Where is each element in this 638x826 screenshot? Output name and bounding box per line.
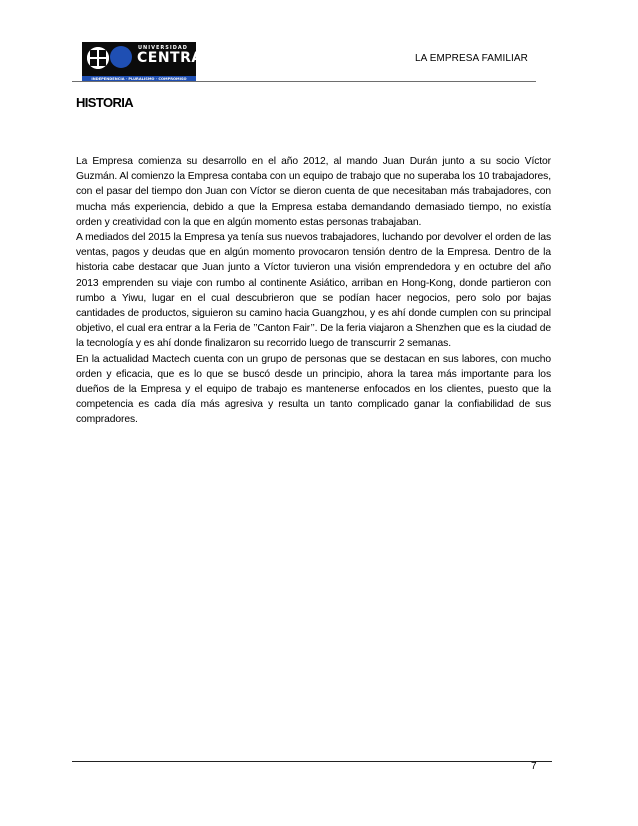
paragraph: A mediados del 2015 la Empresa ya tenía sus nuevos trabajadores, luchando por devolver el orden de las ventas, pagos y deudas que en algún momento provocaron tensión dentro de la Empresa. Dentro de la historia cabe destacar que Juan junto a Víctor tuvieron una visión emprendedora y en octubre del año 2013 emprenden su viaje con rumbo al continente Asiático, arriban en Hong-Kong, donde partieron con rumbo a Yiwu, lugar en el cual descubrieron que se podían hacer negocios, pero solo por bajas cantidades de productos, siguieron su camino hacia Guangzhou, y es ahí donde cumplen con su principal objetivo, el cual era entrar a la Feria de ’’Canton Fair’’. De la feria viajaron a Shenzhen que es la ciudad de la tecnología y es ahí donde finalizaron su recorrido luego de transcurrir 2 semanas. xyxy=(76,232,551,350)
section-title: HISTORIA xyxy=(76,95,134,110)
emblem-icon xyxy=(87,47,109,69)
page-header xyxy=(72,38,536,82)
page-number: 7 xyxy=(531,761,537,772)
paragraph: La Empresa comienza su desarrollo en el año 2012, al mando Juan Durán junto a su socio Víctor Guzmán. Al comienzo la Empresa contaba con un equipo de trabajo que no superaba los 10 trabajadores, con el pasar del tiempo don Juan con Víctor se dieron cuenta de que necesitaban más trabajadores, con mucha más experiencia, debido a que la Empresa estaba demandando demasiado tiempo, no existía orden y creatividad con la que en algún momento estas personas trabajaban. xyxy=(76,156,551,228)
university-logo xyxy=(82,42,213,76)
paragraph: En la actualidad Mactech cuenta con un grupo de personas que se destacan en sus labores, con mucho orden y eficacia, que es lo que se buscó desde un principio, ahora la tarea más importante para los dueños de la Empresa y el equipo de trabajo es mantenerse enfocados en los clientes, puesto que la competencia es cada día más agresiva y resulta un tanto complicado ganar la confiabilidad de sus compradores. xyxy=(76,353,551,426)
blue-circle-icon xyxy=(110,46,132,68)
footer-divider xyxy=(72,761,552,762)
logo-motto: INDEPENDENCIA · PLURALISMO · COMPROMISO xyxy=(82,76,196,82)
running-header-title: LA EMPRESA FAMILIAR xyxy=(414,53,528,64)
body-text xyxy=(76,154,551,428)
logo-name: CENTRAL xyxy=(137,50,213,66)
logo-university-label: UNIVERSIDAD xyxy=(138,45,188,51)
header-divider xyxy=(72,81,536,82)
